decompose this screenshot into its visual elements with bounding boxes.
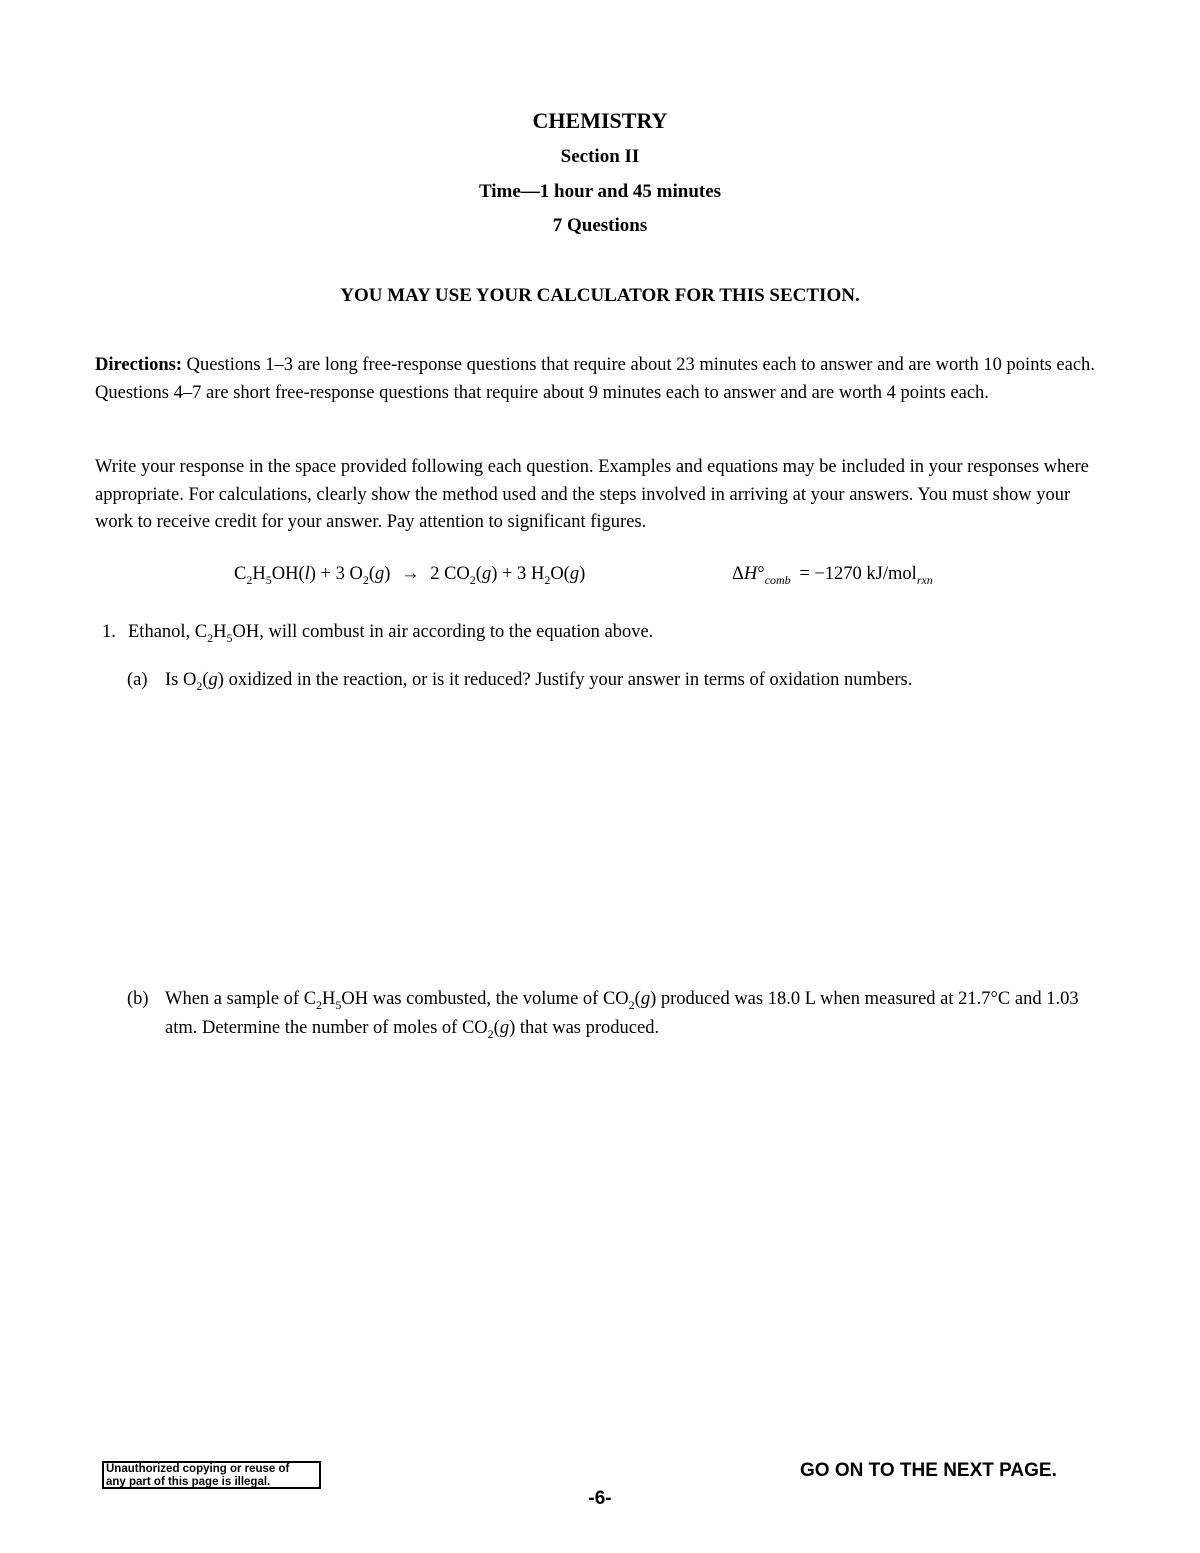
water-formula: $H_2O(g)$ <box>530 564 586 587</box>
question-1-stem: Ethanol, $C_2H_5OH$, will combust in air according to the equation above. <box>128 622 654 645</box>
question-count: 7 Questions <box>552 215 648 236</box>
plus-sign: + 3 <box>315 564 350 584</box>
section-label: Section II <box>560 146 640 167</box>
part-b-label: (b) <box>127 989 149 1009</box>
copyright-notice <box>102 1461 321 1489</box>
time-label: Time—1 hour and 45 minutes <box>478 181 722 202</box>
chemical-equation <box>234 564 585 585</box>
question-1-number: 1. <box>102 622 116 642</box>
part-a-text: Is $O_2(g)$ oxidized in the reaction, or is it reduced? Justify your answer in terms of oxidation numbers. <box>165 670 913 693</box>
co2-formula: 2 $CO_2(g)$ <box>430 564 498 587</box>
enthalpy-label: $\Delta H^\circ_{comb}$ <box>732 564 791 587</box>
page-number: -6- <box>588 1488 612 1509</box>
oxygen-formula: $O_2(g)$ <box>349 564 391 587</box>
calculator-notice: YOU MAY USE YOUR CALCULATOR FOR THIS SECTION. <box>340 285 860 306</box>
part-a-label: (a) <box>127 670 148 690</box>
copyright-line-1: Unauthorized copying or reuse of <box>106 1463 290 1475</box>
enthalpy-expression <box>732 564 933 585</box>
directions-label: Directions: <box>95 355 182 375</box>
go-on-notice: GO ON TO THE NEXT PAGE. <box>800 1460 1057 1481</box>
reaction-arrow: → <box>401 564 420 584</box>
plus-sign-2: + 3 <box>497 564 531 584</box>
ethanol-formula: $C_2H_5OH(l)$ <box>234 564 316 587</box>
copyright-line-2: any part of this page is illegal. <box>106 1476 271 1488</box>
page-title: CHEMISTRY <box>532 108 668 133</box>
directions-text: Questions 1–3 are long free-response questions that require about 23 minutes each to answer and are worth 10 points each. Questions 4–7 are short free-response questions that require about 9 minutes each to answer and are worth 4 points each. <box>95 355 1095 403</box>
instructions-paragraph: Write your response in the space provided following each question. Examples and equations may be included in your responses where appropriate. For calculations, clearly show the method used and the steps involved in arriving at your answers. You must show your work to receive credit for your answer. Pay attention to significant figures. <box>95 457 1089 532</box>
enthalpy-value: = −1270 kJ/mol$_{rxn}$ <box>799 564 933 587</box>
part-b-text: When a sample of $C_2H_5OH$ was combusted, the volume of $CO_2(g)$ produced was 18.0 L when measured at 21.7°C and 1.03 atm. Determine the number of moles of $CO_2(g)$ that was produced. <box>165 989 1079 1041</box>
directions-paragraph <box>95 352 1105 407</box>
